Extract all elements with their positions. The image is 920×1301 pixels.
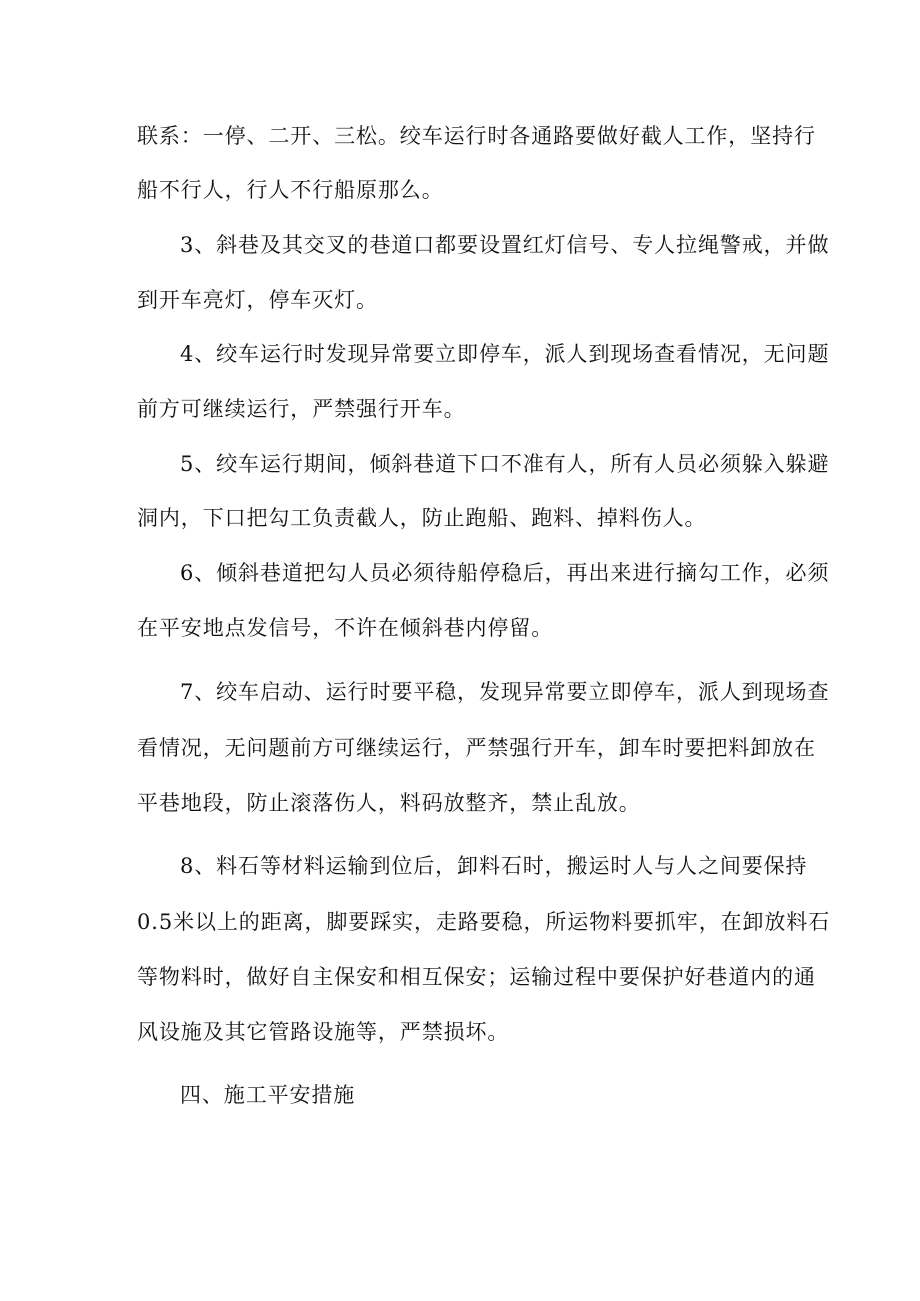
text-line: 3、斜巷及其交叉的巷道口都要设置红灯信号、专人拉绳警戒，并做 — [180, 233, 830, 257]
text-line: 到开车亮灯，停车灭灯。 — [137, 288, 378, 312]
text-line: 等物料时，做好自主保安和相互保安；运输过程中要保护好巷道内的通 — [137, 965, 816, 989]
text-line: 风设施及其它管路设施等，严禁损坏。 — [137, 1020, 510, 1044]
text-line: 5、绞车运行期间，倾斜巷道下口不准有人，所有人员必须躲入躲避 — [180, 452, 830, 476]
text-line: 平巷地段，防止滚落伤人，料码放整齐，禁止乱放。 — [137, 791, 641, 815]
text-line: 洞内，下口把勾工负责截人，防止跑船、跑料、掉料伤人。 — [137, 506, 707, 530]
text-line: 看情况，无问题前方可继续运行，严禁强行开车，卸车时要把料卸放在 — [137, 736, 816, 760]
text-line: 8、料石等材料运输到位后，卸料石时，搬运时人与人之间要保持 — [180, 854, 808, 878]
text-line: 在平安地点发信号，不许在倾斜巷内停留。 — [137, 616, 554, 640]
text-line: 船不行人，行人不行船原那么。 — [137, 178, 444, 202]
text-line: 联系：一停、二开、三松。绞车运行时各通路要做好截人工作，坚持行 — [137, 124, 816, 148]
text-line: 4、绞车运行时发现异常要立即停车，派人到现场查看情况，无问题 — [180, 342, 830, 366]
text-line: 0.5米以上的距离，脚要踩实，走路要稳，所运物料要抓牢，在卸放料石 — [137, 910, 831, 934]
text-line: 前方可继续运行，严禁强行开车。 — [137, 397, 466, 421]
text-line: 6、倾斜巷道把勾人员必须待船停稳后，再出来进行摘勾工作，必须 — [180, 561, 830, 585]
text-line: 7、绞车启动、运行时要平稳，发现异常要立即停车，派人到现场查 — [180, 680, 830, 704]
section-heading: 四、施工平安措施 — [180, 1083, 356, 1107]
